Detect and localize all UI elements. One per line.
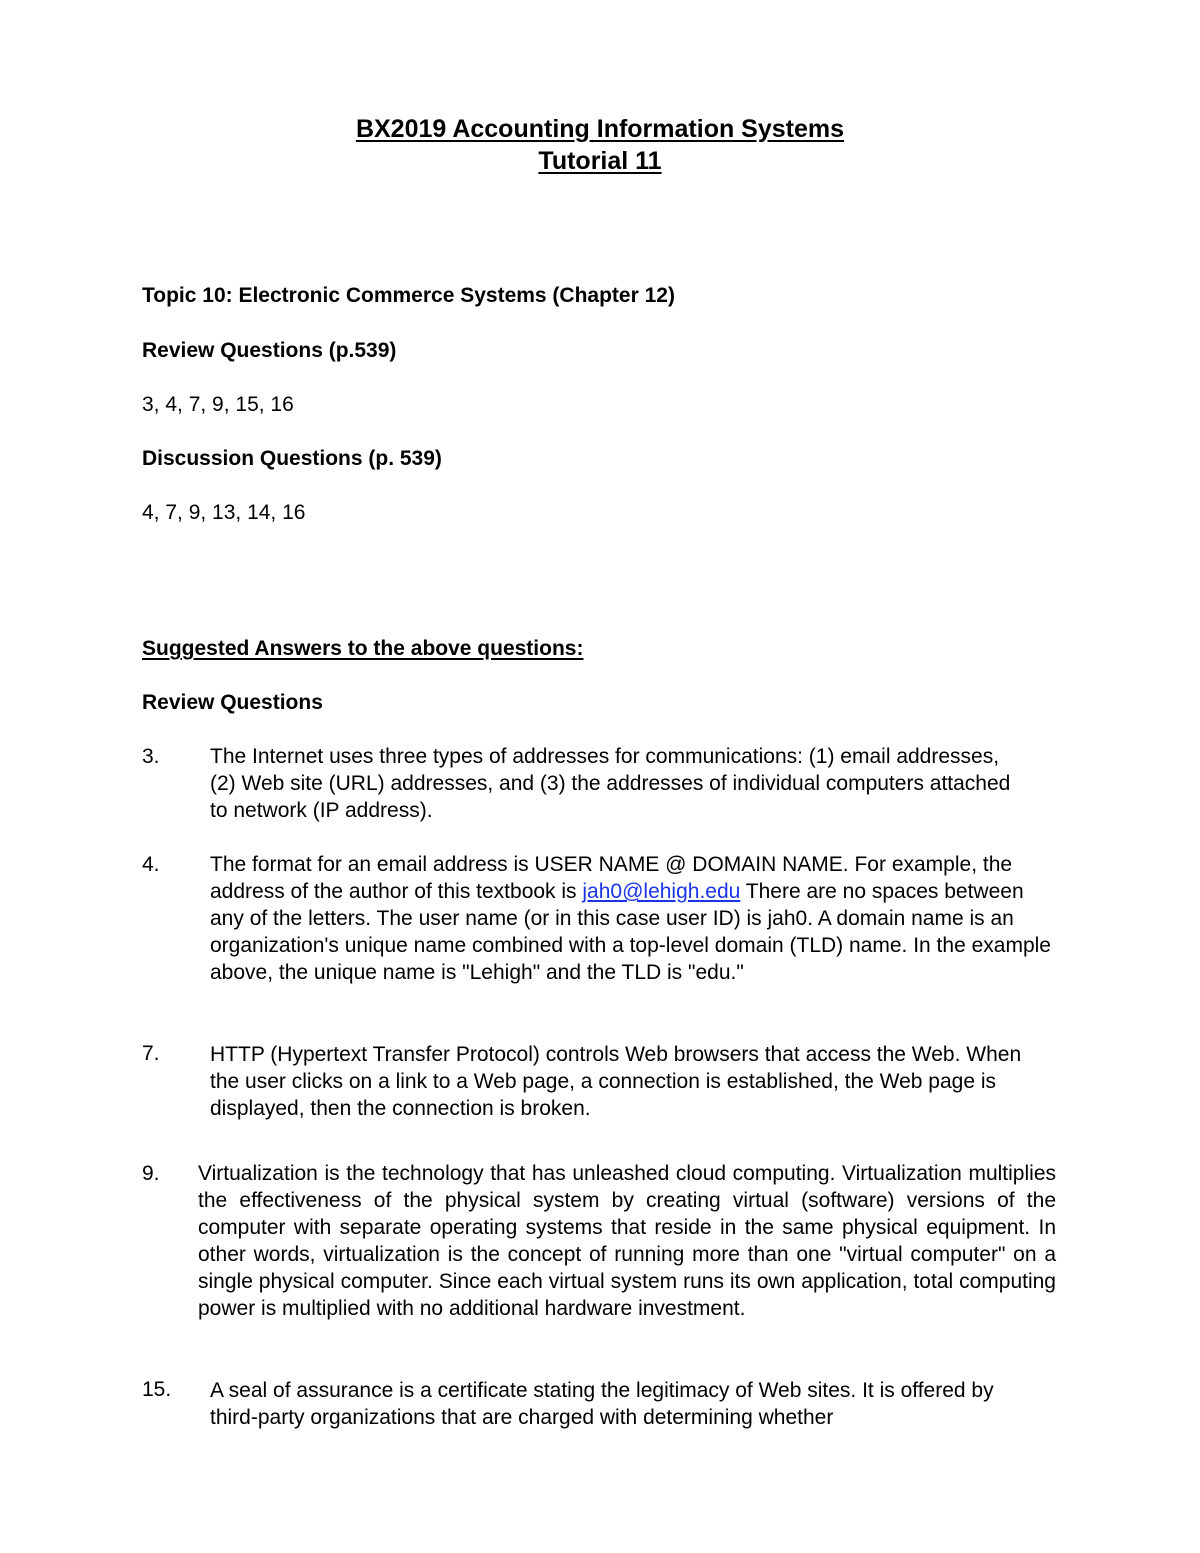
answer-4-text-after-link: There are no spaces between any of the letters. The user name (or in this case user ID) is jah0. A domain name is an organization's unique name combined with a top-level domain (TLD) name. In the example above, the unique name is "Lehigh" and the TLD is "edu." xyxy=(210,880,1051,984)
answer-number-9: 9. xyxy=(142,1162,160,1185)
answer-4-text xyxy=(210,851,1058,986)
review-questions-numbers: 3, 4, 7, 9, 15, 16 xyxy=(142,393,294,416)
document-title: BX2019 Accounting Information Systems xyxy=(355,115,845,143)
document-subtitle: Tutorial 11 xyxy=(538,147,662,175)
answer-number-3: 3. xyxy=(142,745,160,768)
answer-7-text xyxy=(210,1041,1055,1122)
review-questions-heading: Review Questions (p.539) xyxy=(142,339,397,362)
answer-number-4: 4. xyxy=(142,853,160,876)
discussion-questions-heading: Discussion Questions (p. 539) xyxy=(142,447,442,470)
answer-7-paragraph: HTTP (Hypertext Transfer Protocol) controls Web browsers that access the Web. When the user clicks on a link to a Web page, a connection is established, the Web page is displayed, then the connection is broken. xyxy=(210,1043,1022,1120)
answer-15-text xyxy=(210,1377,1030,1431)
answers-subheading: Review Questions xyxy=(142,691,323,714)
answers-heading: Suggested Answers to the above questions: xyxy=(142,637,584,660)
answer-3-paragraph: The Internet uses three types of addresses for communications: (1) email addresses, (2) Web site (URL) addresses, and (3) the addresses of individual computers attached to network (IP address). xyxy=(210,745,1011,822)
answer-3-text xyxy=(210,743,1030,824)
author-email-link[interactable]: jah0@lehigh.edu xyxy=(582,880,741,903)
answer-9-paragraph: Virtualization is the technology that has unleashed cloud computing. Virtualization multiplies the effectiveness of the physical system by creating virtual (software) versions of the computer with separate operating systems that reside in the same physical equipment. In other words, virtualization is the concept of running more than one "virtual computer" on a single physical computer. Since each virtual system runs its own application, total computing power is multiplied with no additional hardware investment. xyxy=(198,1162,1056,1320)
answer-4-paragraph xyxy=(210,851,1058,986)
answer-number-7: 7. xyxy=(142,1042,160,1065)
discussion-questions-numbers: 4, 7, 9, 13, 14, 16 xyxy=(142,501,306,524)
answer-9-text xyxy=(198,1160,1056,1322)
answer-number-15: 15. xyxy=(142,1378,172,1401)
answer-15-paragraph: A seal of assurance is a certificate stating the legitimacy of Web sites. It is offered by third-party organizations that are charged with determining whether xyxy=(210,1379,994,1429)
topic-heading: Topic 10: Electronic Commerce Systems (Chapter 12) xyxy=(142,284,675,307)
answer-4-text-before-link: The format for an email address is USER NAME @ DOMAIN NAME. For example, the address of the author of this textbook is xyxy=(210,853,1013,903)
